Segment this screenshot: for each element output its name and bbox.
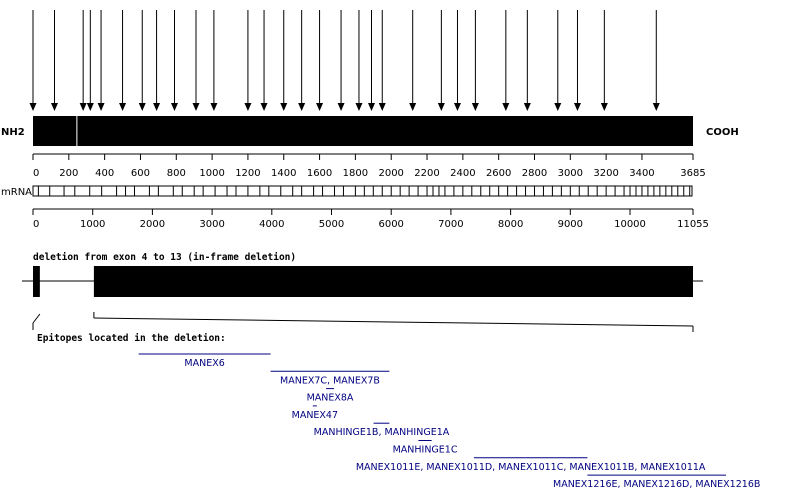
zoom-left-line <box>33 314 40 323</box>
domain-arrowhead <box>280 103 287 111</box>
protein-tick-label: 3400 <box>629 168 655 179</box>
mrna-tick-label: 4000 <box>259 219 285 230</box>
zoom-right-line <box>94 318 693 326</box>
protein-tick-label: 1800 <box>342 168 369 179</box>
deletion-right-block <box>94 266 693 297</box>
mrna-tick-label: 8000 <box>497 219 524 230</box>
epitope-list <box>139 354 761 490</box>
domain-arrowhead <box>379 103 386 111</box>
domain-arrowhead <box>153 103 160 111</box>
protein-tick-label: 2000 <box>378 168 404 179</box>
domain-arrowhead <box>368 103 375 111</box>
domain-arrows <box>30 10 660 111</box>
epitope-label: MANEX1216E, MANEX1216D, MANEX1216B <box>553 479 761 491</box>
mrna-tick-label: 5000 <box>318 219 345 230</box>
mrna-tick-label: 2000 <box>139 219 166 230</box>
nh2-label: NH2 <box>1 127 25 138</box>
domain-arrowhead <box>51 103 58 111</box>
domain-arrowhead <box>87 103 94 111</box>
domain-arrowhead <box>502 103 509 111</box>
domain-arrowhead <box>192 103 199 111</box>
protein-tick-label: 2800 <box>521 168 548 179</box>
epitope-label: MANEX1011E, MANEX1011D, MANEX1011C, MANEX1011B, MANEX1011A <box>355 461 706 473</box>
protein-tick-label: 3200 <box>593 168 619 179</box>
protein-axis-ticks <box>33 154 706 179</box>
domain-arrowhead <box>298 103 305 111</box>
domain-arrowhead <box>98 103 105 111</box>
protein-tick-label: 400 <box>95 168 115 179</box>
epitope-label: MANHINGE1B, MANHINGE1A <box>313 427 450 439</box>
mrna-tick-label: 6000 <box>378 219 404 230</box>
domain-arrowhead <box>338 103 345 111</box>
protein-tick-label: 1400 <box>271 168 297 179</box>
protein-tick-label: 3000 <box>557 168 584 179</box>
protein-tick-label: 200 <box>59 168 79 179</box>
mrna-tick-label: 1000 <box>79 219 106 230</box>
domain-arrowhead <box>438 103 445 111</box>
mrna-axis-ticks <box>33 209 709 230</box>
protein-tick-label: 600 <box>130 168 151 179</box>
mrna-label: mRNA <box>1 187 33 198</box>
domain-arrowhead <box>30 103 37 111</box>
protein-tick-label: 800 <box>166 168 186 179</box>
deletion-left-block <box>33 266 40 297</box>
protein-bar <box>33 116 693 146</box>
protein-tick-label: 1200 <box>235 168 261 179</box>
domain-arrowhead <box>261 103 268 111</box>
mrna-tick-label: 3000 <box>199 219 225 230</box>
epitope-label: MANHINGE1C <box>392 444 458 456</box>
protein-tick-label: 2600 <box>485 168 512 179</box>
epitope-label: MANEX47 <box>291 409 339 421</box>
epitope-label: MANEX6 <box>184 358 225 369</box>
domain-arrowhead <box>80 103 87 111</box>
protein-tick-label: 0 <box>33 168 40 179</box>
domain-arrowhead <box>171 103 178 111</box>
domain-arrowhead <box>653 103 660 111</box>
mrna-tick-label: 9000 <box>557 219 584 230</box>
mrna-bar <box>33 186 692 196</box>
epitope-label: MANEX7C, MANEX7B <box>280 375 380 387</box>
epitope-header: Epitopes located in the deletion: <box>37 333 226 344</box>
mrna-tick-label: 0 <box>33 219 40 230</box>
domain-arrowhead <box>472 103 479 111</box>
mrna-tick-label: 10000 <box>614 219 646 230</box>
domain-arrowhead <box>524 103 531 111</box>
domain-arrowhead <box>409 103 416 111</box>
domain-arrowhead <box>601 103 608 111</box>
domain-arrowhead <box>355 103 362 111</box>
mrna-tick-label: 11055 <box>677 219 709 230</box>
protein-tick-label: 1000 <box>199 168 225 179</box>
epitope-label: MANEX8A <box>306 392 354 404</box>
domain-arrowhead <box>316 103 323 111</box>
protein-tick-label: 3685 <box>680 168 706 179</box>
domain-arrowhead <box>139 103 146 111</box>
domain-arrowhead <box>554 103 561 111</box>
deletion-zoom-lines <box>33 312 693 332</box>
mrna-tick-label: 7000 <box>438 219 464 230</box>
protein-tick-label: 1600 <box>306 168 333 179</box>
domain-arrowhead <box>454 103 461 111</box>
deletion-title: deletion from exon 4 to 13 (in-frame deletion) <box>33 252 297 263</box>
protein-tick-label: 2400 <box>450 168 476 179</box>
cooh-label: COOH <box>706 127 739 138</box>
domain-arrowhead <box>244 103 251 111</box>
domain-arrowhead <box>574 103 581 111</box>
domain-arrowhead <box>210 103 217 111</box>
domain-arrowhead <box>119 103 126 111</box>
protein-tick-label: 2200 <box>414 168 440 179</box>
